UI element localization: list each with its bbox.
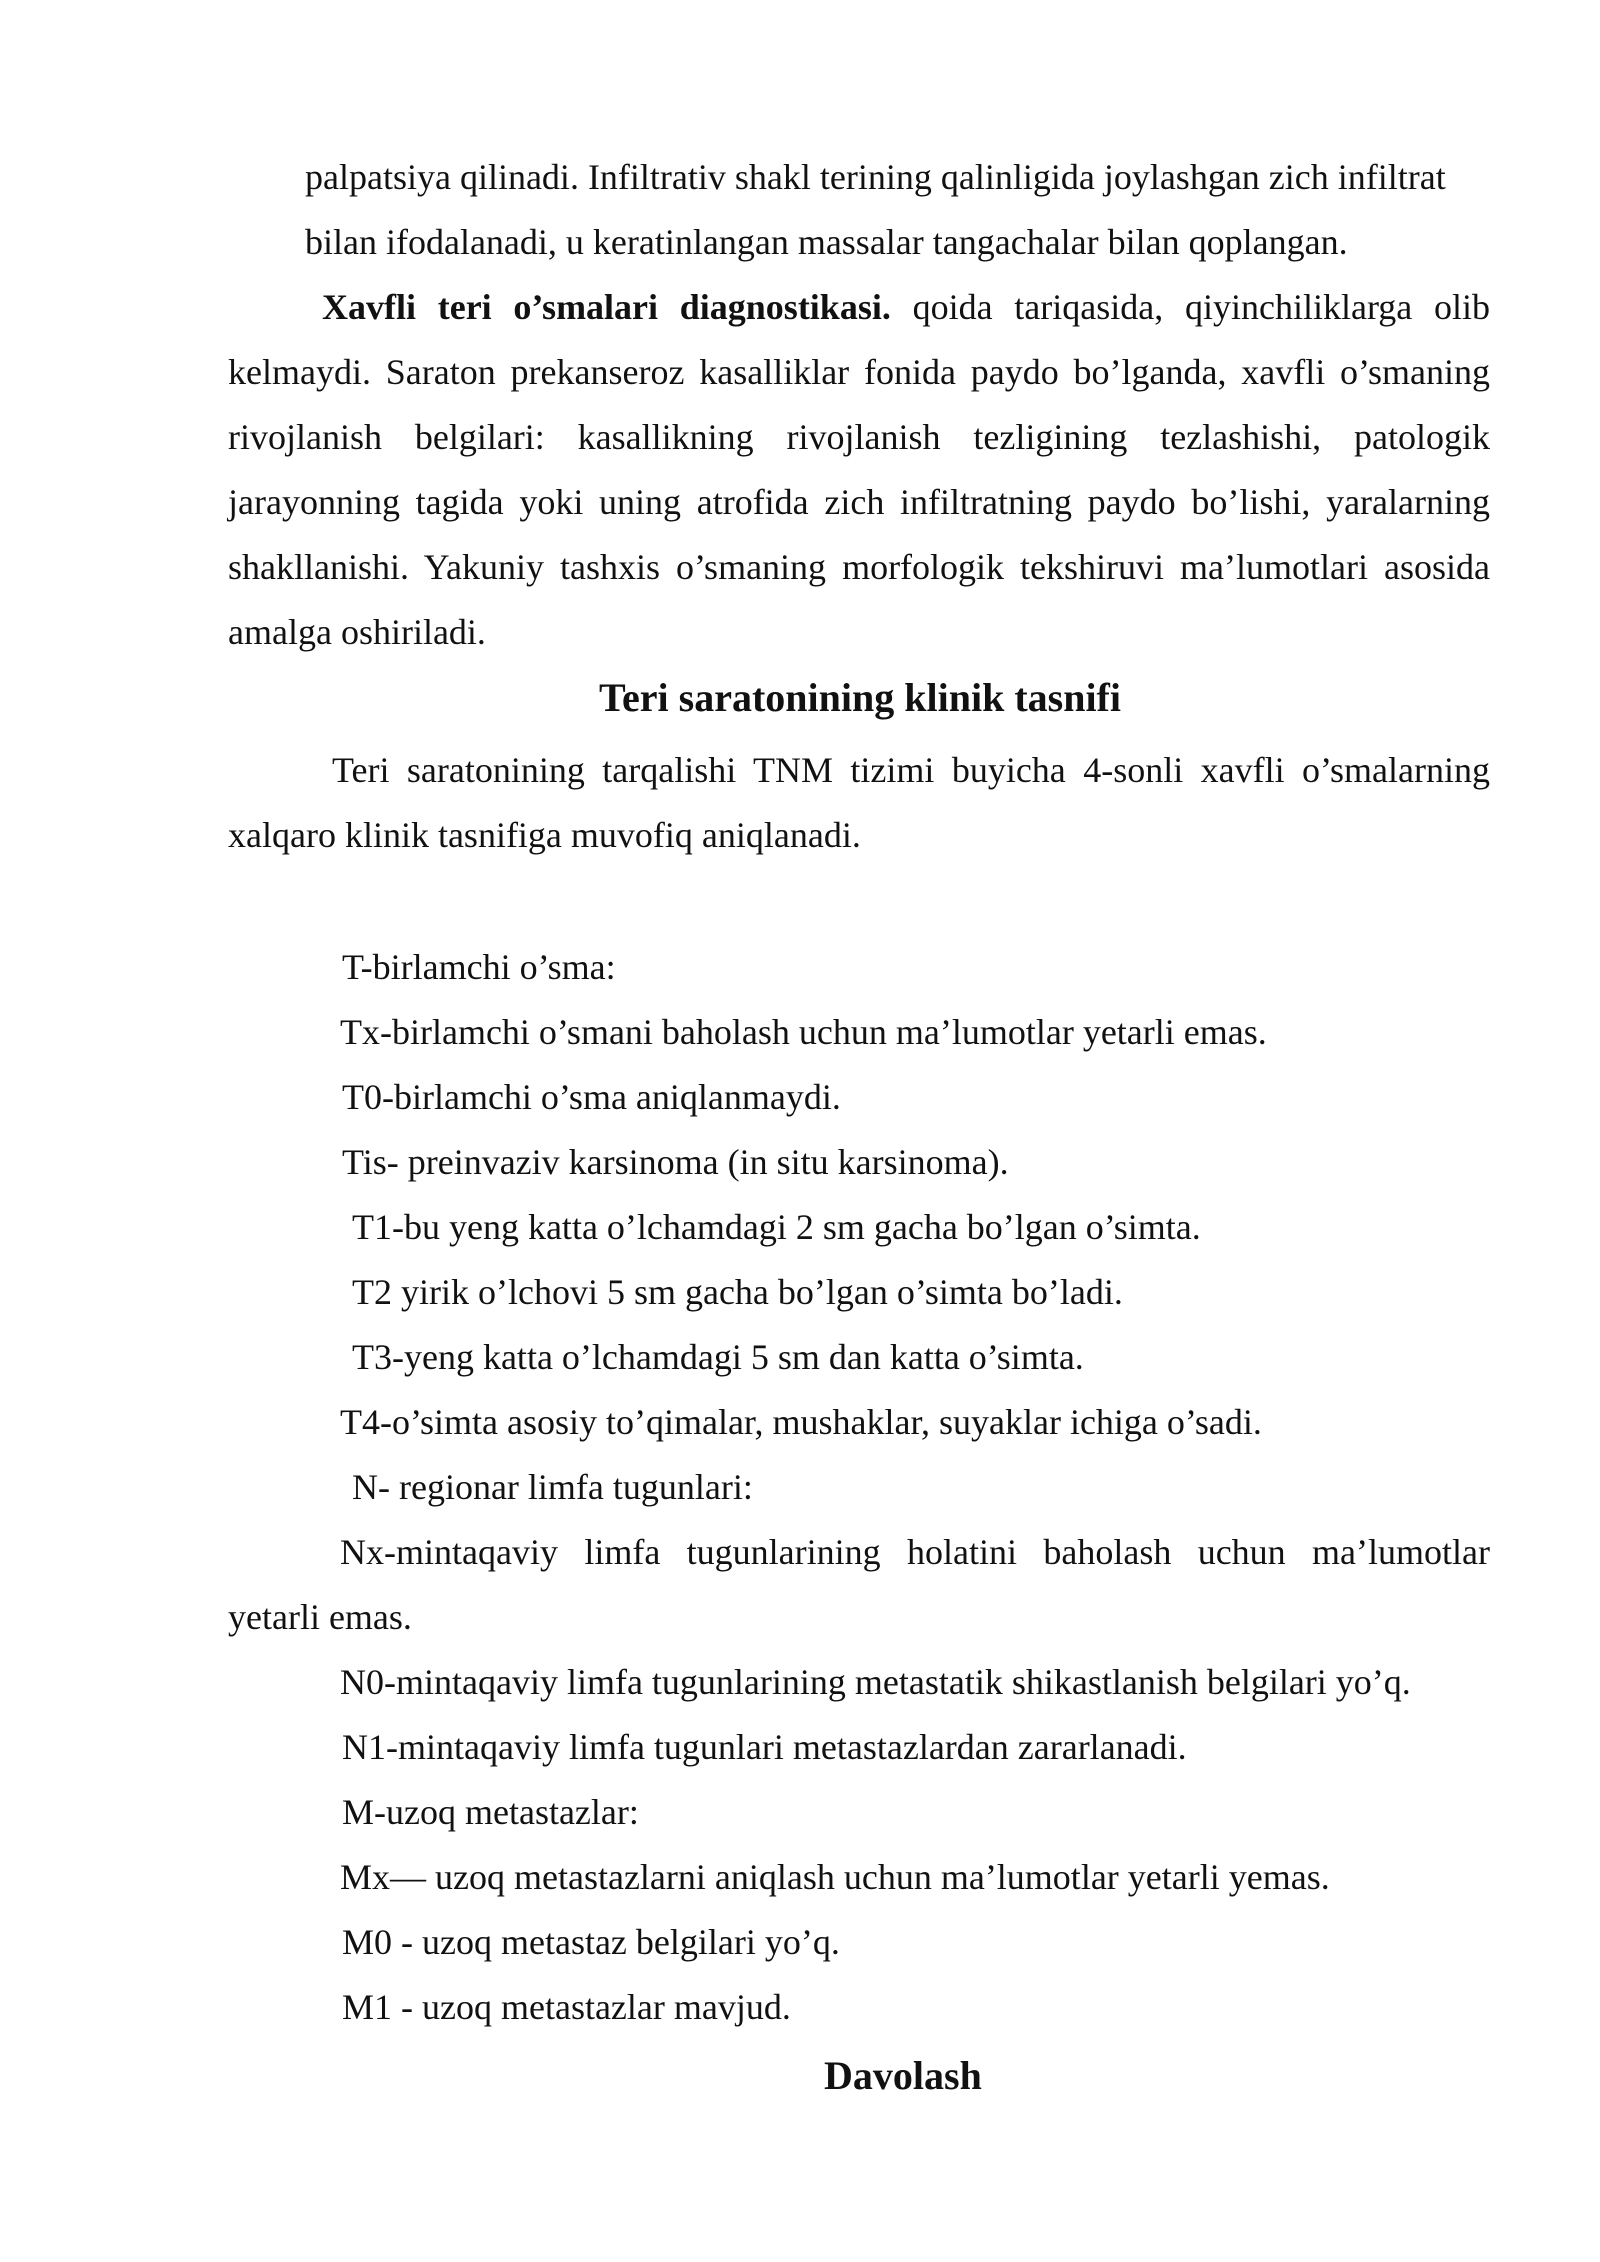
tnm-n-heading: N- regionar limfa tugunlari: [352, 1467, 753, 1507]
tnm-n1: N1-mintaqaviy limfa tugunlari metastazlardan zararlanadi. [342, 1727, 1187, 1767]
tnm-t3: T3-yeng katta o’lchamdagi 5 sm dan katta o’simta. [352, 1337, 1084, 1377]
intro-line-1: palpatsiya qilinadi. Infiltrativ shakl terining qalinligida joylashgan zich infiltrat [305, 157, 1446, 197]
diagnosis-bold-lead: Xavfli teri o’smalari diagnostikasi. [322, 287, 891, 327]
tnm-t0: T0-birlamchi o’sma aniqlanmaydi. [342, 1077, 841, 1117]
tnm-mx: Mx— uzoq metastazlarni aniqlash uchun ma’lumotlar yetarli yemas. [340, 1857, 1330, 1897]
diagnosis-line-1 [322, 285, 1490, 329]
tnm-t-heading: T-birlamchi o’sma: [342, 947, 616, 987]
intro-line-2: bilan ifodalanadi, u keratinlangan massalar tangachalar bilan qoplangan. [305, 222, 1348, 262]
classification-para-line-1: Teri saratonining tarqalishi TNM tizimi buyicha 4-sonli xavfli o’smalarning [332, 750, 1490, 790]
tnm-m1: M1 - uzoq metastazlar mavjud. [342, 1987, 791, 2027]
tnm-nx-line-2: yetarli emas. [228, 1597, 412, 1637]
diagnosis-line-6: amalga oshiriladi. [228, 612, 486, 652]
section-title-classification: Teri saratonining klinik tasnifi [599, 675, 1121, 720]
tnm-t4: T4-o’simta asosiy to’qimalar, mushaklar, suyaklar ichiga o’sadi. [340, 1402, 1262, 1442]
diagnosis-line-1-rest: qoida tariqasida, qiyinchiliklarga olib [890, 287, 1490, 327]
classification-para-line-2: xalqaro klinik tasnifiga muvofiq aniqlanadi. [228, 815, 861, 855]
tnm-m0: M0 - uzoq metastaz belgilari yo’q. [342, 1922, 840, 1962]
tnm-tx: Tx-birlamchi o’smani baholash uchun ma’lumotlar yetarli emas. [340, 1012, 1267, 1052]
section-title-treatment: Davolash [824, 2053, 982, 2098]
tnm-t1: T1-bu yeng katta o’lchamdagi 2 sm gacha bo’lgan o’simta. [352, 1207, 1201, 1247]
tnm-tis: Tis- preinvaziv karsinoma (in situ karsinoma). [342, 1142, 1009, 1182]
tnm-t2: T2 yirik o’lchovi 5 sm gacha bo’lgan o’simta bo’ladi. [352, 1272, 1123, 1312]
diagnosis-line-4: jarayonning tagida yoki uning atrofida zich infiltratning paydo bo’lishi, yaralarning [228, 482, 1490, 522]
tnm-m-heading: M-uzoq metastazlar: [342, 1792, 639, 1832]
diagnosis-line-5: shakllanishi. Yakuniy tashxis o’smaning morfologik tekshiruvi ma’lumotlari asosida [228, 547, 1490, 587]
diagnosis-line-3: rivojlanish belgilari: kasallikning rivojlanish tezligining tezlashishi, patologik [228, 417, 1490, 457]
tnm-n0: N0-mintaqaviy limfa tugunlarining metastatik shikastlanish belgilari yo’q. [340, 1662, 1411, 1702]
tnm-nx-line-1: Nx-mintaqaviy limfa tugunlarining holatini baholash uchun ma’lumotlar [340, 1532, 1490, 1572]
diagnosis-line-2: kelmaydi. Saraton prekanseroz kasalliklar fonida paydo bo’lganda, xavfli o’smaning [228, 352, 1490, 392]
